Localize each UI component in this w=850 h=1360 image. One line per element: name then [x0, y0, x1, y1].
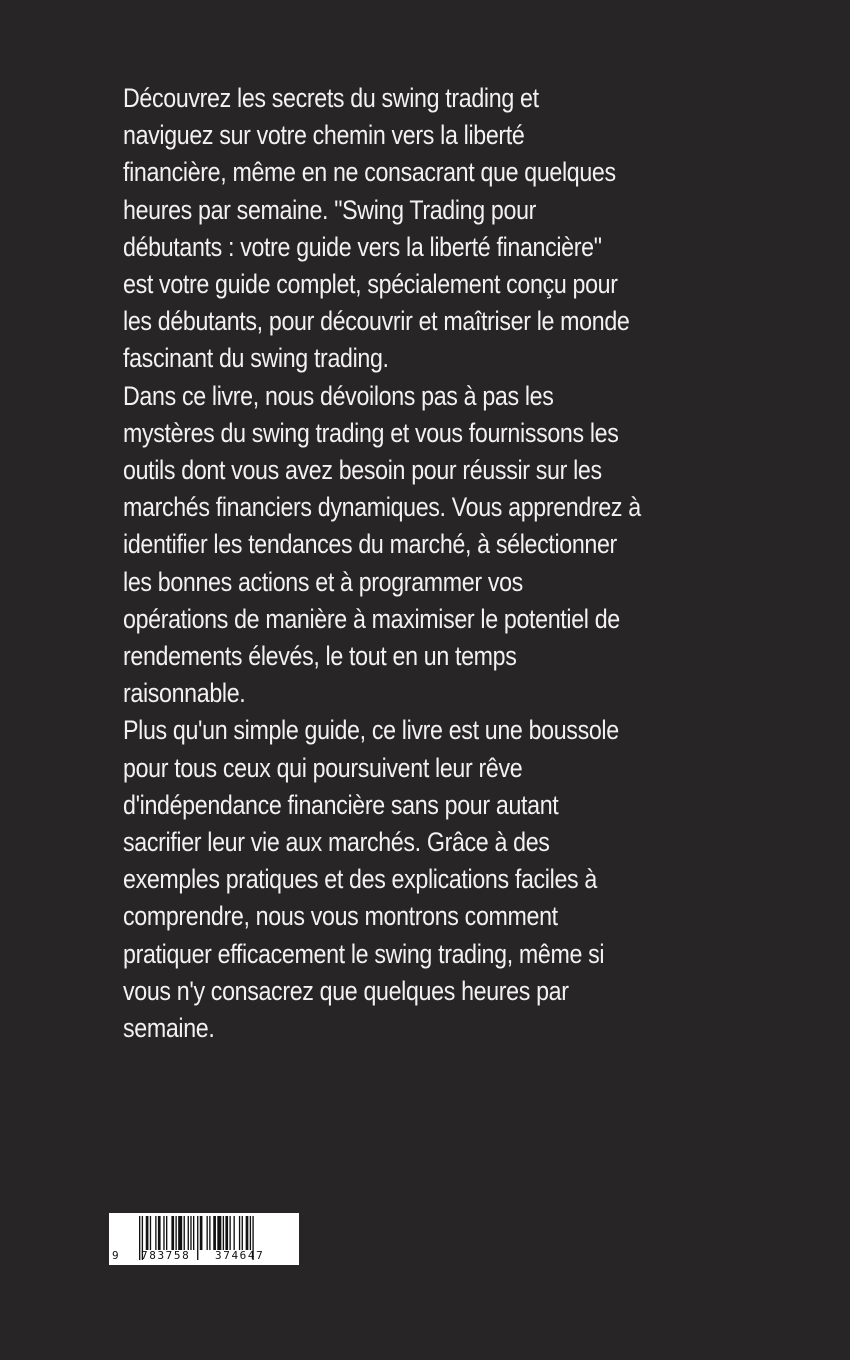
barcode-bar [213, 1216, 216, 1250]
barcode-bar [209, 1216, 210, 1250]
text-line: pour tous ceux qui poursuivent leur rêve [123, 752, 523, 783]
text-line: mystères du swing trading et vous fournissons les [123, 417, 619, 448]
isbn-barcode [109, 1213, 299, 1265]
text-line: identifier les tendances du marché, à sélectionner [123, 529, 617, 560]
barcode-bar [155, 1216, 156, 1250]
blurb-paragraph-1 [123, 80, 656, 378]
barcode-bar [193, 1216, 194, 1250]
text-line: pratiquer efficacement le swing trading, même si [123, 938, 605, 969]
barcode-digits [109, 1248, 299, 1262]
barcode-bar [163, 1216, 164, 1250]
barcode-bar [229, 1216, 230, 1250]
barcode-bar [234, 1216, 235, 1250]
blurb-paragraph-3 [123, 712, 656, 1047]
text-line: opérations de manière à maximiser le potentiel de [123, 603, 620, 634]
text-line: Dans ce livre, nous dévoilons pas à pas les [123, 380, 554, 411]
text-line: rendements élevés, le tout en un temps [123, 641, 517, 672]
text-line: Découvrez les secrets du swing trading et [123, 83, 539, 113]
barcode-bar [166, 1216, 167, 1250]
barcode-bar [178, 1216, 182, 1250]
text-line: heures par semaine. "Swing Trading pour [123, 194, 537, 225]
barcode-bar [250, 1216, 251, 1250]
text-line: exemples pratiques et des explications faciles à [123, 864, 597, 895]
barcode-digits-right: 374647 [215, 1249, 265, 1262]
barcode-bar [190, 1216, 191, 1250]
text-line: financière, même en ne consacrant que quelques [123, 157, 616, 188]
barcode-bar [200, 1216, 203, 1250]
text-line: naviguez sur votre chemin vers la liberté [123, 120, 525, 151]
barcode-bar [242, 1216, 243, 1250]
barcode-bar [225, 1216, 228, 1250]
text-line: fascinant du swing trading. [123, 343, 389, 374]
text-line: raisonnable. [123, 678, 246, 709]
barcode-bar [184, 1216, 185, 1250]
text-line: est votre guide complet, spécialement conçu pour [123, 269, 618, 300]
barcode-bar [158, 1216, 161, 1250]
text-line: Plus qu'un simple guide, ce livre est une boussole [123, 715, 619, 746]
barcode-digits-left: 783758 [141, 1249, 191, 1262]
blurb-text [123, 80, 656, 1047]
text-line: les débutants, pour découvrir et maîtriser le monde [123, 306, 630, 337]
text-line: outils dont vous avez besoin pour réussir sur les [123, 455, 602, 486]
barcode-bar [150, 1216, 151, 1250]
barcode-bar [175, 1216, 176, 1250]
barcode-digit-first: 9 [112, 1249, 119, 1262]
text-line: vous n'y consacrez que quelques heures par [123, 975, 569, 1006]
barcode-bar [223, 1216, 224, 1250]
blurb-paragraph-2 [123, 378, 656, 713]
text-line: marchés financiers dynamiques. Vous apprendrez à [123, 492, 641, 523]
barcode-bar [188, 1216, 189, 1250]
barcode-bar [246, 1216, 249, 1250]
barcode-bar [207, 1216, 208, 1250]
text-line: sacrifier leur vie aux marchés. Grâce à des [123, 827, 550, 858]
barcode-bar [217, 1216, 221, 1250]
barcode-bar [239, 1216, 240, 1250]
barcode-bar [146, 1216, 149, 1250]
barcode-bar [171, 1216, 174, 1250]
text-line: débutants : votre guide vers la liberté financière" [123, 231, 602, 262]
text-line: comprendre, nous vous montrons comment [123, 901, 558, 932]
text-line: d'indépendance financière sans pour autant [123, 789, 559, 820]
text-line: les bonnes actions et à programmer vos [123, 566, 523, 597]
text-line: semaine. [123, 1013, 215, 1044]
